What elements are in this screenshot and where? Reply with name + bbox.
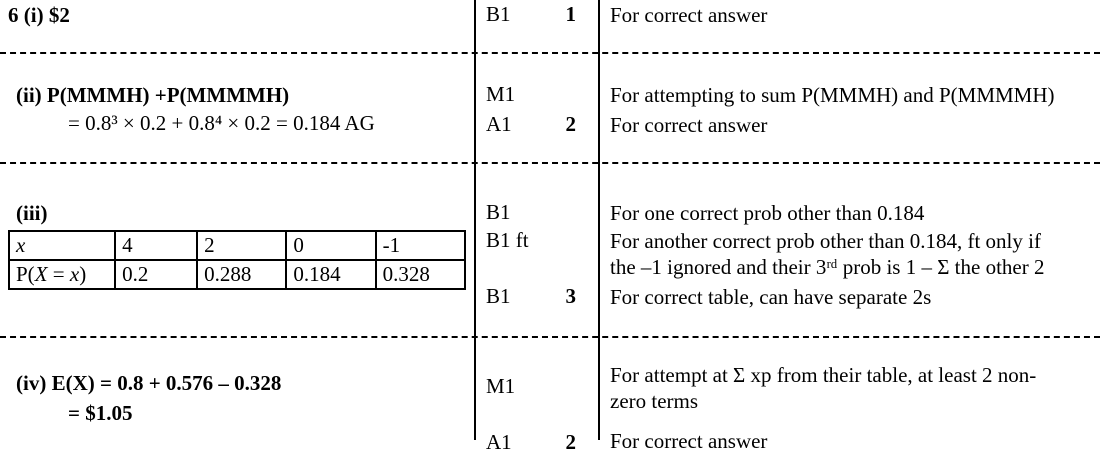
row-working-column: [8, 0, 466, 28]
mark-value: 3: [565, 284, 576, 308]
row-comment-column: [610, 56, 1096, 138]
comment-line: zero terms: [610, 389, 699, 413]
table-cell-x-0: 4: [115, 231, 197, 260]
row-marks-column: [486, 340, 592, 456]
mark-code: M1: [486, 374, 516, 398]
mark-code: A1: [486, 112, 512, 136]
mark-code: B1: [486, 2, 511, 26]
row-separator: [0, 52, 1100, 54]
table-cell-p-0: 0.2: [115, 260, 197, 289]
part-label-ii: (ii) P(MMMH) +P(MMMMH): [16, 83, 290, 107]
table-row: [0, 0, 1100, 50]
table-row: [0, 166, 1100, 332]
table-cell-p-3: 0.328: [376, 260, 465, 289]
row-marks-column: [486, 166, 592, 310]
table-cell-row-label-x: x: [9, 231, 115, 260]
mark-code: B1 ft: [486, 228, 529, 252]
row-working-column: [8, 340, 466, 426]
part-label-iii: (iii): [16, 201, 48, 225]
row-working-column: [8, 56, 466, 136]
table-cell-row-label-p: P(X = x): [9, 260, 115, 289]
row-separator: [0, 336, 1100, 338]
probability-distribution-table: [8, 230, 466, 290]
mark-value: 2: [565, 112, 576, 136]
part-label-iv: (iv) E(X) = 0.8 + 0.576 – 0.328: [16, 371, 282, 395]
comment-line: For another correct prob other than 0.184, ft only if: [610, 229, 1041, 253]
comment-line: For correct answer: [610, 113, 768, 137]
mark-value: 1: [565, 2, 576, 26]
part-label-i: 6 (i) $2: [8, 3, 70, 27]
row-separator: [0, 162, 1100, 164]
row-marks-column: [486, 56, 592, 138]
table-cell-p-2: 0.184: [286, 260, 375, 289]
part-ii-calculation: = 0.8³ × 0.2 + 0.8⁴ × 0.2 = 0.184 AG: [68, 111, 375, 135]
comment-line: For correct answer: [610, 429, 768, 453]
table-row-p-values: [9, 260, 465, 289]
row-marks-column: [486, 0, 592, 28]
row-comment-column: [610, 166, 1096, 310]
table-row: [0, 56, 1100, 156]
row-comment-column: [610, 0, 1096, 28]
table-row: [0, 340, 1100, 454]
part-iv-result: = $1.05: [68, 401, 133, 425]
table-cell-x-3: -1: [376, 231, 465, 260]
comment-line: For attempting to sum P(MMMH) and P(MMMMH): [610, 83, 1055, 107]
comment-line: For attempt at Σ xp from their table, at least 2 non-: [610, 363, 1037, 387]
row-comment-column: [610, 340, 1096, 454]
comment-line: the –1 ignored and their 3ʳᵈ prob is 1 – Σ the other 2: [610, 255, 1045, 279]
mark-code: B1: [486, 284, 511, 308]
table-cell-p-1: 0.288: [197, 260, 286, 289]
comment-line: For one correct prob other than 0.184: [610, 201, 925, 225]
comment-line: For correct table, can have separate 2s: [610, 285, 932, 309]
comment-line: For correct answer: [610, 3, 768, 27]
mark-code: B1: [486, 200, 511, 224]
table-cell-x-2: 0: [286, 231, 375, 260]
mark-code: A1: [486, 430, 512, 454]
mark-value: 2: [565, 430, 576, 454]
mark-code: M1: [486, 82, 516, 106]
row-working-column: [8, 166, 466, 290]
table-cell-x-1: 2: [197, 231, 286, 260]
table-row-x-values: [9, 231, 465, 260]
